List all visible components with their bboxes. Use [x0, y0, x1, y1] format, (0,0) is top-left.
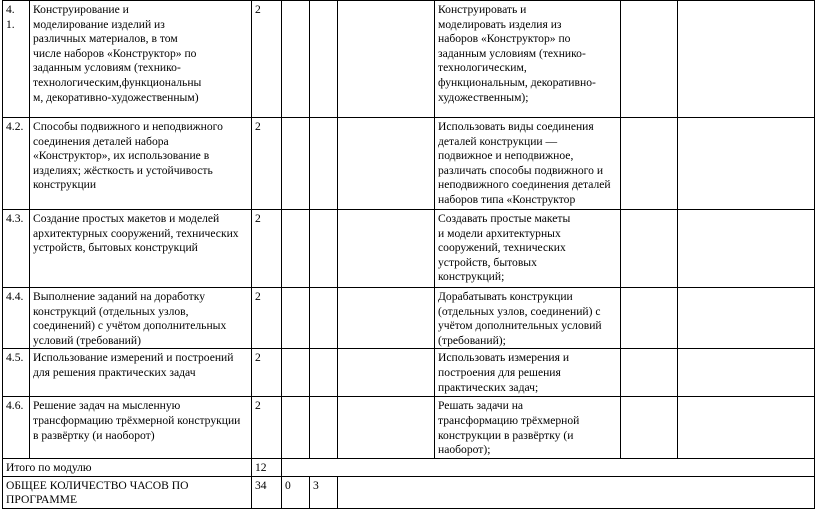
control-form-cell: [621, 1, 678, 118]
grand-total-hours: 34: [252, 476, 282, 508]
activity-cell: Использовать измерения и построения для решения практических задач;: [435, 349, 621, 397]
practical-cell: [310, 349, 338, 397]
date-cell: [338, 118, 435, 210]
control-form-cell: [621, 118, 678, 210]
date-cell: [338, 397, 435, 458]
control-cell: [282, 397, 310, 458]
grand-total-label: ОБЩЕЕ КОЛИЧЕСТВО ЧАСОВ ПО ПРОГРАММЕ: [3, 476, 252, 508]
hours-cell: 2: [252, 1, 282, 118]
row-number: 4.5.: [3, 349, 30, 397]
date-cell: [338, 1, 435, 118]
control-cell: [282, 349, 310, 397]
topic-cell: Выполнение заданий на доработку конструкций (отдельных узлов, соединений) с учётом дополнительных условий (требований): [30, 288, 252, 349]
resources-cell: [678, 397, 815, 458]
resources-cell: [678, 349, 815, 397]
topic-cell: Конструирование и моделирование изделий из различных материалов, в том числе наборов «Конструктор» по заданным условиям (технико- технологическим,функциональны м, декоративно-художественным): [30, 1, 252, 118]
activity-cell: Конструировать и моделировать изделия из наборов «Конструктор» по заданным условиям (технико- технологическим, функциональным, декоративно- художественным);: [435, 1, 621, 118]
activity-cell: Дорабатывать конструкции (отдельных узлов, соединений) с учётом дополнительных условий (требований);: [435, 288, 621, 349]
row-number: 4.3.: [3, 210, 30, 288]
resources-cell: [678, 1, 815, 118]
date-cell: [338, 349, 435, 397]
module-total-row: [3, 458, 815, 476]
row-number: 4.6.: [3, 397, 30, 458]
row-number: 4.2.: [3, 118, 30, 210]
practical-cell: [310, 1, 338, 118]
date-cell: [338, 288, 435, 349]
table-row: [3, 1, 815, 118]
grand-total-practical: 3: [310, 476, 338, 508]
topic-cell: Способы подвижного и неподвижного соединения деталей набора «Конструктор», их использование в изделиях; жёсткость и устойчивость конструкции: [30, 118, 252, 210]
topic-cell: Решение задач на мысленную трансформацию трёхмерной конструкции в развёртку (и наоборот): [30, 397, 252, 458]
table-row: [3, 288, 815, 349]
control-cell: [282, 210, 310, 288]
control-form-cell: [621, 288, 678, 349]
module-total-hours: 12: [252, 458, 282, 476]
hours-cell: 2: [252, 118, 282, 210]
module-total-label: Итого по модулю: [3, 458, 252, 476]
module-total-empty: [282, 458, 815, 476]
activity-cell: Создавать простые макеты и модели архитектурных сооружений, технических устройств, бытовых конструкций;: [435, 210, 621, 288]
practical-cell: [310, 397, 338, 458]
resources-cell: [678, 210, 815, 288]
resources-cell: [678, 288, 815, 349]
grand-total-control: 0: [282, 476, 310, 508]
row-number: 4.4.: [3, 288, 30, 349]
hours-cell: 2: [252, 397, 282, 458]
table-row: [3, 210, 815, 288]
hours-cell: 2: [252, 288, 282, 349]
activity-cell: Использовать виды соединения деталей конструкции — подвижное и неподвижное, различать способы подвижного и неподвижного соединения деталей наборов типа «Конструктор: [435, 118, 621, 210]
control-form-cell: [621, 210, 678, 288]
topic-cell: Использование измерений и построений для решения практических задач: [30, 349, 252, 397]
row-number: 4. 1.: [3, 1, 30, 118]
grand-total-row: [3, 476, 815, 508]
control-form-cell: [621, 397, 678, 458]
curriculum-table: [2, 0, 815, 509]
hours-cell: 2: [252, 349, 282, 397]
date-cell: [338, 210, 435, 288]
resources-cell: [678, 118, 815, 210]
practical-cell: [310, 118, 338, 210]
activity-cell: Решать задачи на трансформацию трёхмерной конструкции в развёртку (и наоборот);: [435, 397, 621, 458]
control-cell: [282, 288, 310, 349]
grand-total-empty: [338, 476, 815, 508]
control-form-cell: [621, 349, 678, 397]
practical-cell: [310, 288, 338, 349]
hours-cell: 2: [252, 210, 282, 288]
control-cell: [282, 1, 310, 118]
table-row: [3, 118, 815, 210]
practical-cell: [310, 210, 338, 288]
table-row: [3, 349, 815, 397]
control-cell: [282, 118, 310, 210]
table-row: [3, 397, 815, 458]
topic-cell: Создание простых макетов и моделей архитектурных сооружений, технических устройств, бытовых конструкций: [30, 210, 252, 288]
